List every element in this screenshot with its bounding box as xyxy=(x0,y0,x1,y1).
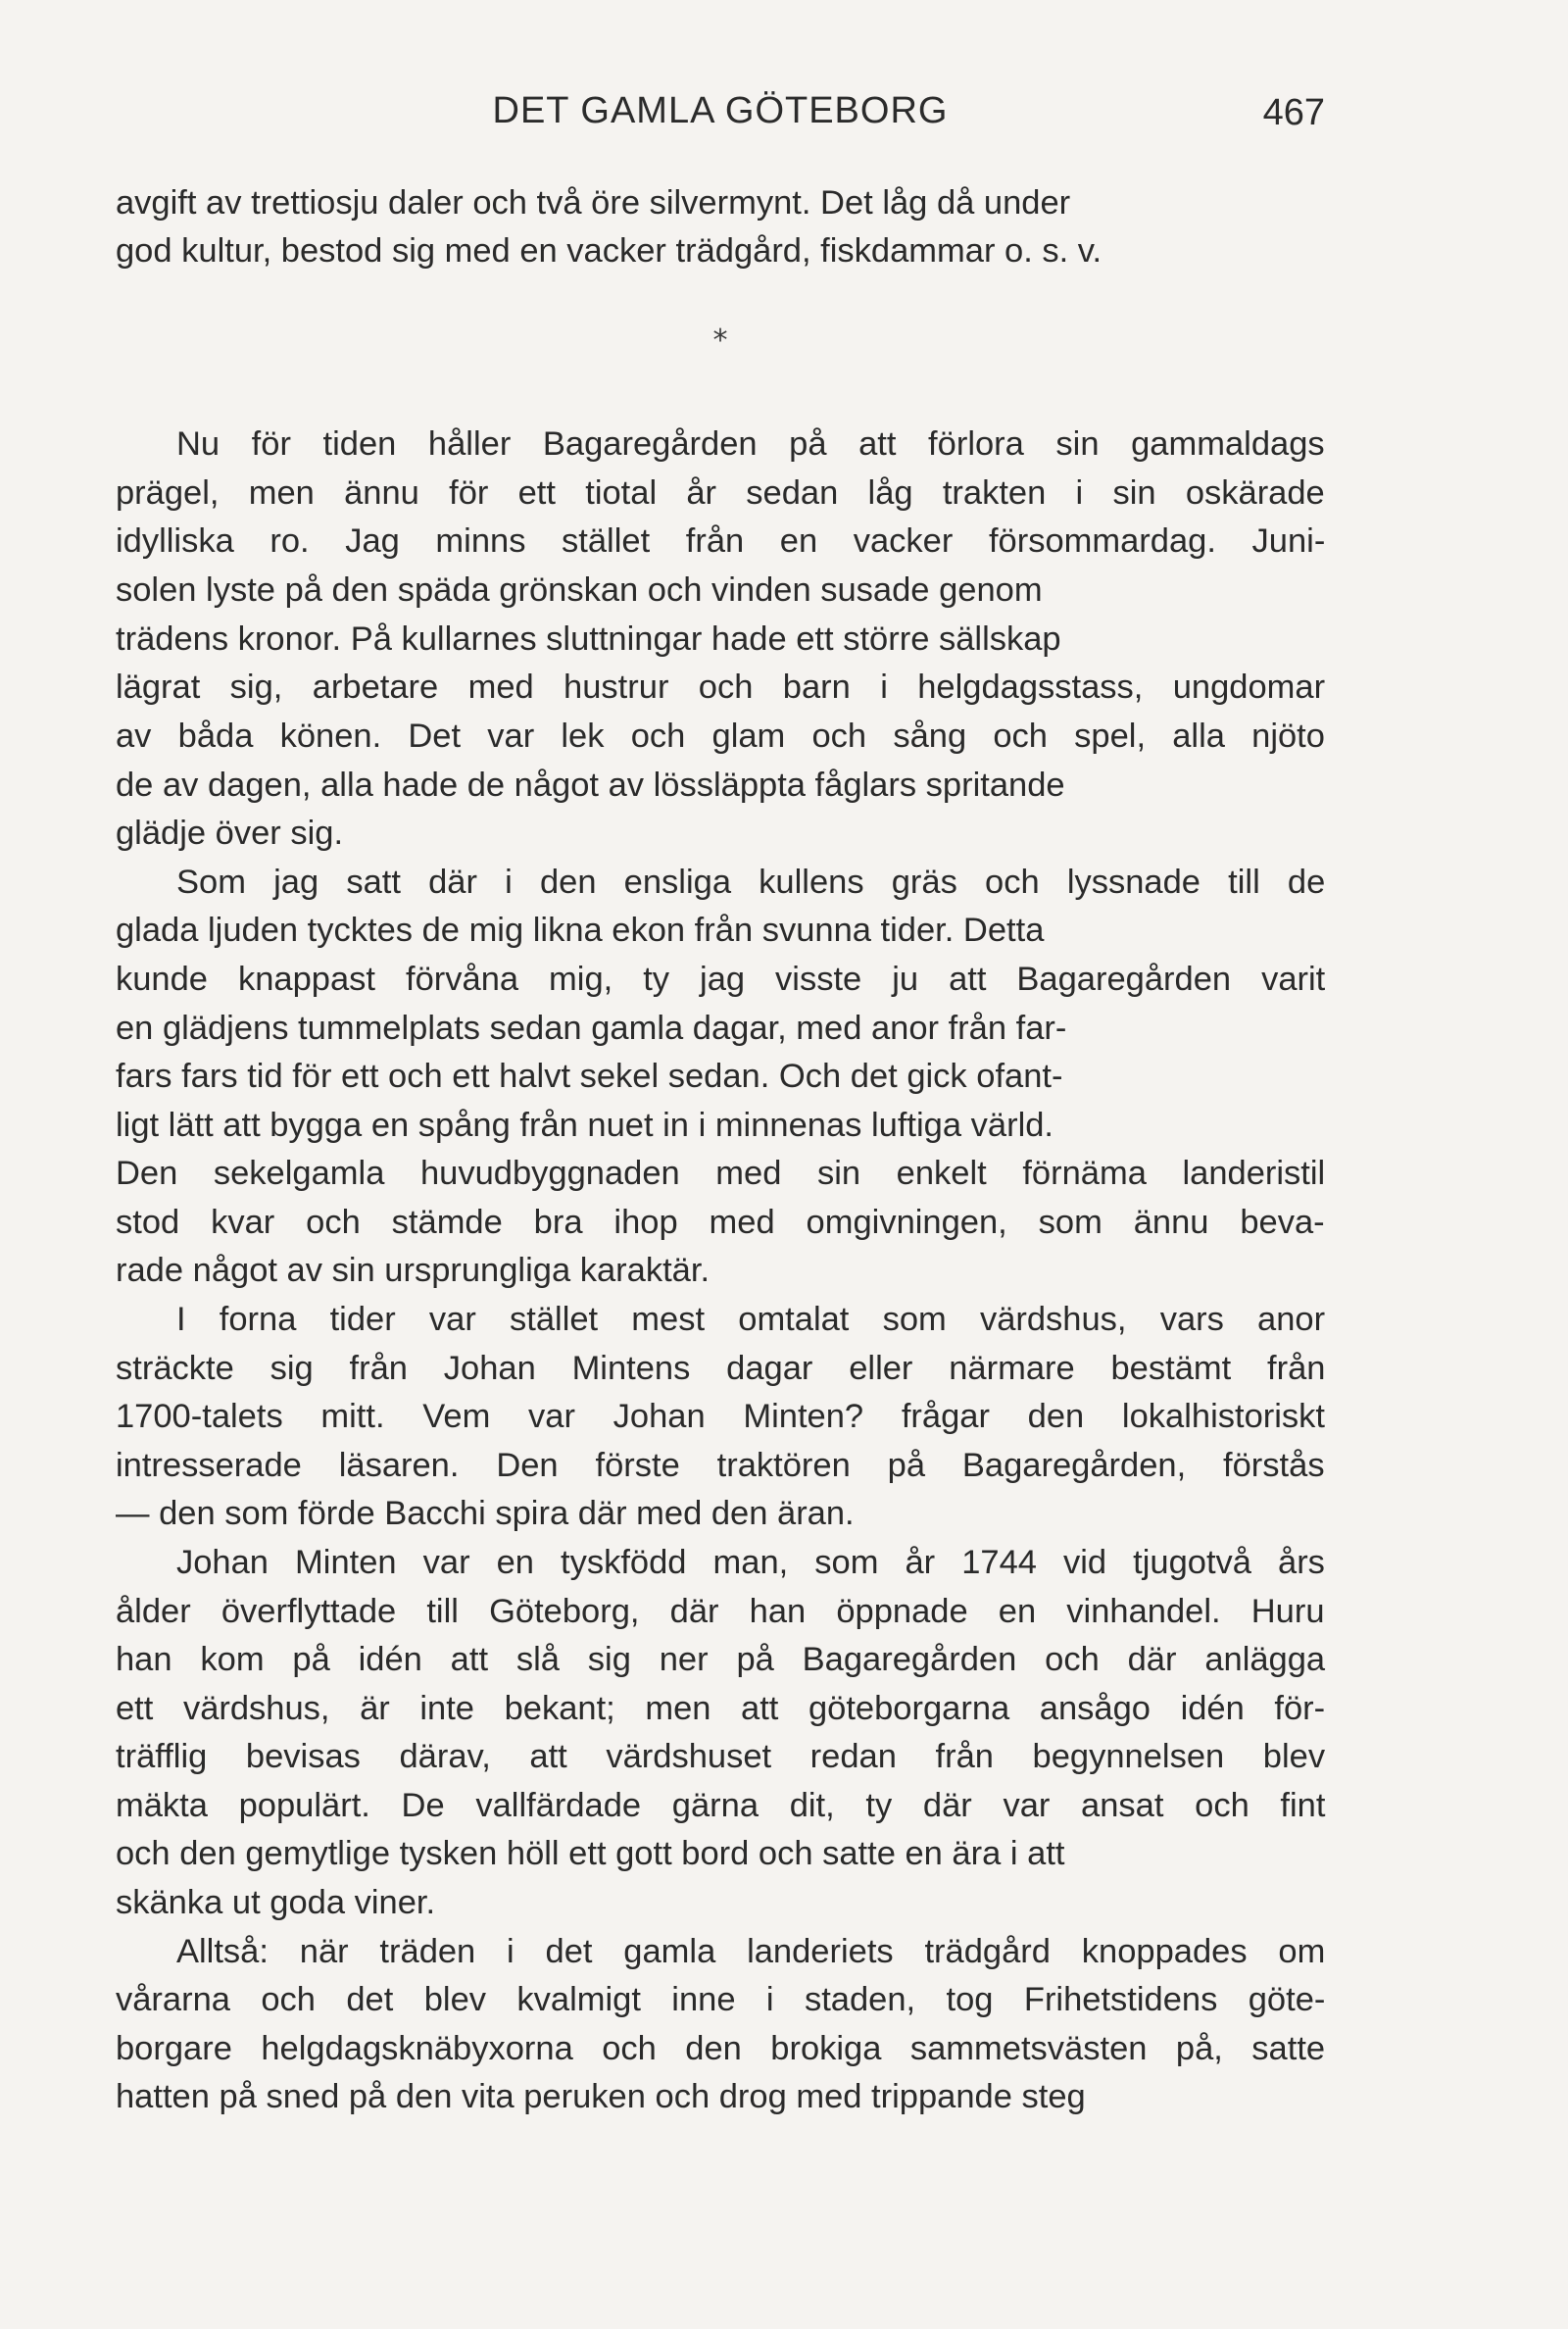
text-line: kunde knappast förvåna mig, ty jag visste ju att Bagaregården varit xyxy=(116,961,1326,998)
text-line: god kultur, bestod sig med en vacker trädgård, fiskdammar o. s. v. xyxy=(116,232,1102,270)
text-line: stod kvar och stämde bra ihop med omgivningen, som ännu beva- xyxy=(116,1204,1325,1241)
text-line: skänka ut goda viner. xyxy=(116,1884,436,1921)
text-line: avgift av trettiosju daler och två öre silvermynt. Det låg då under xyxy=(116,184,1071,222)
text-line: Som jag satt där i den ensliga kullens gräs och lyssnade till de xyxy=(176,864,1326,901)
text-line: han kom på idén att slå sig ner på Bagaregården och där anlägga xyxy=(116,1641,1326,1678)
text-line: ålder överflyttade till Göteborg, där han öppnade en vinhandel. Huru xyxy=(116,1593,1325,1630)
text-line: idylliska ro. Jag minns stället från en vacker försommardag. Juni- xyxy=(116,522,1326,560)
text-line: vårarna och det blev kvalmigt inne i staden, tog Frihetstidens göte- xyxy=(116,1981,1326,2018)
page-number: 467 xyxy=(1262,92,1325,133)
text-line: prägel, men ännu för ett tiotal år sedan låg trakten i sin oskärade xyxy=(116,474,1325,512)
text-line: en glädjens tummelplats sedan gamla dagar, med anor från far- xyxy=(116,1010,1067,1047)
text-line: glädje över sig. xyxy=(116,815,344,852)
text-line: hatten på sned på den vita peruken och drog med trippande steg xyxy=(116,2078,1086,2115)
text-line: glada ljuden tycktes de mig likna ekon från svunna tider. Detta xyxy=(116,912,1045,949)
text-line: ett värdshus, är inte bekant; men att göteborgarna ansågo idén för- xyxy=(116,1690,1326,1727)
text-line: mäkta populärt. De vallfärdade gärna dit, ty där var ansat och fint xyxy=(116,1787,1326,1824)
text-line: intresserade läsaren. Den förste traktören på Bagaregården, förstås xyxy=(116,1447,1325,1484)
text-line: trädens kronor. På kullarnes sluttningar hade ett större sällskap xyxy=(116,620,1061,658)
section-separator: * xyxy=(712,323,728,358)
text-line: borgare helgdagsknäbyxorna och den brokiga sammetsvästen på, satte xyxy=(116,2030,1326,2067)
text-line: Alltså: när träden i det gamla landeriets trädgård knoppades om xyxy=(176,1933,1326,1970)
text-line: Nu för tiden håller Bagaregården på att förlora sin gammaldags xyxy=(176,425,1325,463)
text-line: Den sekelgamla huvudbyggnaden med sin enkelt förnäma landeristil xyxy=(116,1155,1326,1192)
text-line: och den gemytlige tysken höll ett gott bord och satte en ära i att xyxy=(116,1835,1065,1872)
text-line: I forna tider var stället mest omtalat som värdshus, vars anor xyxy=(176,1301,1326,1338)
text-line: ligt lätt att bygga en spång från nuet in i minnenas luftiga värld. xyxy=(116,1107,1054,1144)
running-title: DET GAMLA GÖTEBORG xyxy=(492,90,949,131)
text-line: — den som förde Bacchi spira där med den äran. xyxy=(116,1495,855,1532)
text-line: fars fars tid för ett och ett halvt sekel sedan. Och det gick ofant- xyxy=(116,1058,1063,1095)
text-line: solen lyste på den späda grönskan och vinden susade genom xyxy=(116,571,1043,609)
text-line: de av dagen, alla hade de något av lössläppta fåglars spritande xyxy=(116,767,1065,804)
text-line: lägrat sig, arbetare med hustrur och barn i helgdagsstass, ungdomar xyxy=(116,669,1326,706)
text-line: 1700-talets mitt. Vem var Johan Minten? frågar den lokalhistoriskt xyxy=(116,1398,1325,1435)
text-line: rade något av sin ursprungliga karaktär. xyxy=(116,1252,710,1289)
text-line: Johan Minten var en tyskfödd man, som år 1744 vid tjugotvå års xyxy=(176,1544,1325,1581)
text-line: träfflig bevisas därav, att värdshuset redan från begynnelsen blev xyxy=(116,1738,1326,1775)
text-line: av båda könen. Det var lek och glam och sång och spel, alla njöto xyxy=(116,718,1325,755)
running-header xyxy=(116,90,1325,149)
text-line: sträckte sig från Johan Mintens dagar eller närmare bestämt från xyxy=(116,1350,1326,1387)
